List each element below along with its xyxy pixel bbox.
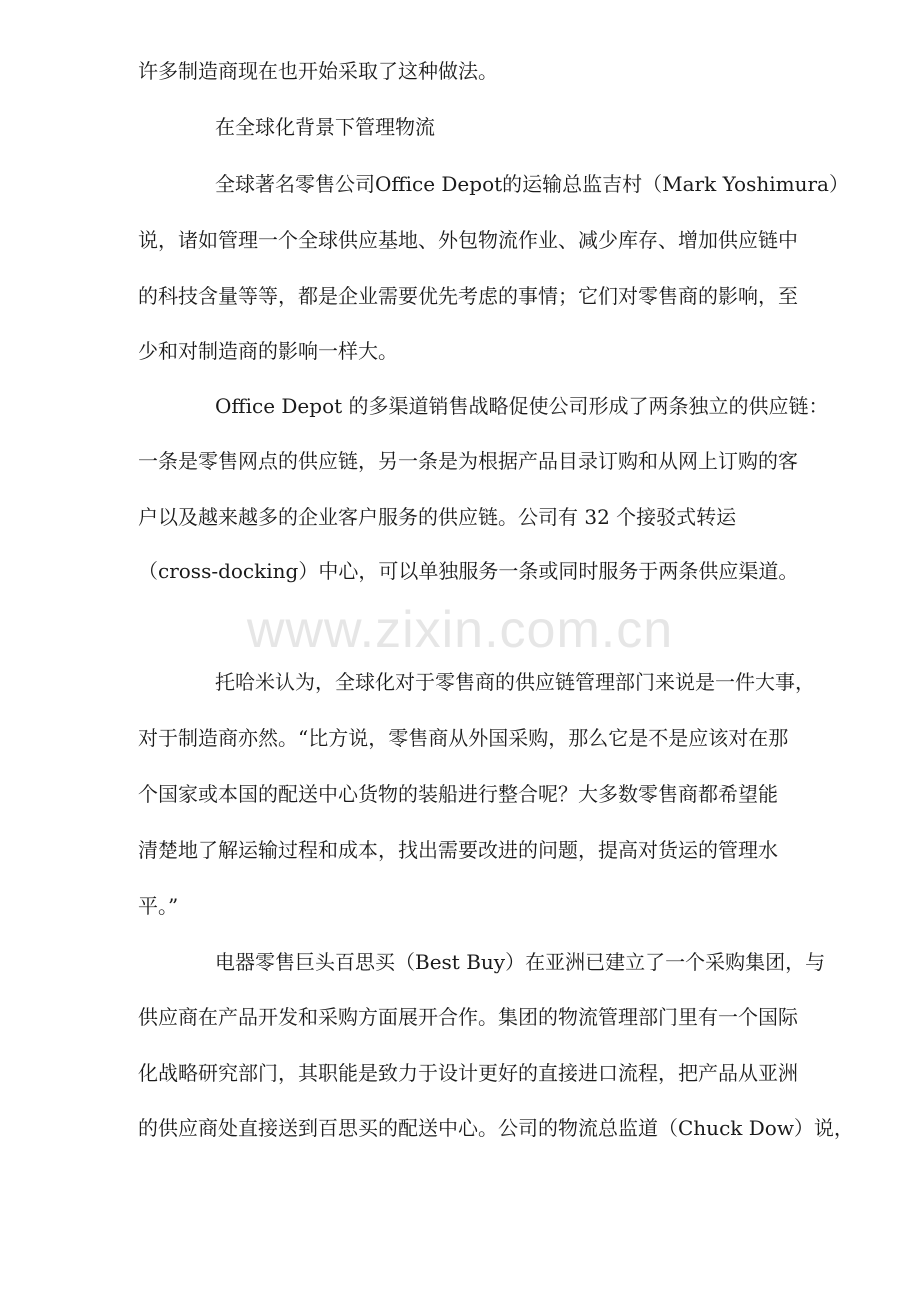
text-line: 清楚地了解运输过程和成本，找出需要改进的问题，提高对货运的管理水 [138, 838, 778, 862]
section-heading: 在全球化背景下管理物流 [215, 115, 435, 139]
text-line: 一条是零售网点的供应链，另一条是为根据产品目录订购和从网上订购的客 [138, 449, 798, 473]
text-line: 电器零售巨头百思买（Best Buy）在亚洲已建立了一个采购集团，与 [215, 950, 826, 974]
text-line: 平。” [138, 894, 179, 918]
text-line: （cross-docking）中心，可以单独服务一条或同时服务于两条供应渠道。 [138, 559, 799, 583]
text-line: 许多制造商现在也开始采取了这种做法。 [138, 59, 498, 83]
text-line: 对于制造商亦然。“比方说，零售商从外国采购，那么它是不是应该对在那 [138, 726, 789, 750]
text-line: 户以及越来越多的企业客户服务的供应链。公司有 32 个接驳式转运 [138, 505, 737, 529]
text-line: 个国家或本国的配送中心货物的装船进行整合呢？大多数零售商都希望能 [138, 782, 778, 806]
watermark: www.zixin.com.cn [246, 601, 674, 659]
text-line: 全球著名零售公司Office Depot的运输总监吉村（Mark Yoshimura） [215, 172, 849, 196]
text-line: 说，诸如管理一个全球供应基地、外包物流作业、减少库存、增加供应链中 [138, 228, 798, 252]
text-line: 托哈米认为，全球化对于零售商的供应链管理部门来说是一件大事， [215, 670, 815, 694]
text-line: 的供应商处直接送到百思买的配送中心。公司的物流总监道（Chuck Dow）说， [138, 1116, 854, 1140]
text-line: 少和对制造商的影响一样大。 [138, 339, 398, 363]
text-line: 供应商在产品开发和采购方面展开合作。集团的物流管理部门里有一个国际 [138, 1005, 798, 1029]
text-line: 的科技含量等等，都是企业需要优先考虑的事情；它们对零售商的影响，至 [138, 284, 798, 308]
text-line: Office Depot 的多渠道销售战略促使公司形成了两条独立的供应链： [215, 394, 829, 418]
text-line: 化战略研究部门，其职能是致力于设计更好的直接进口流程，把产品从亚洲 [138, 1061, 798, 1085]
